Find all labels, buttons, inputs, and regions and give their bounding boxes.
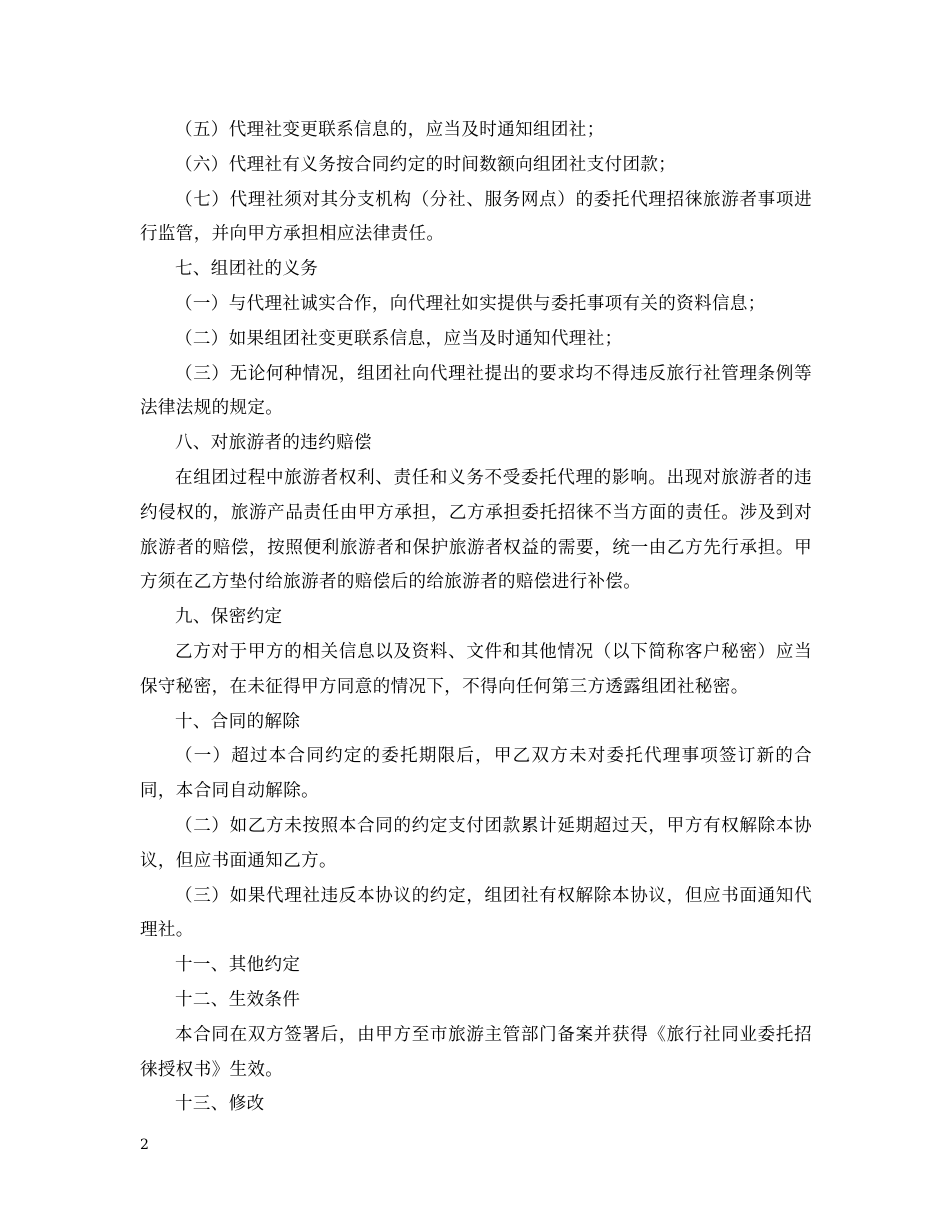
section-heading-13: 十三、修改	[175, 1094, 265, 1115]
section-heading-11: 十一、其他约定	[175, 955, 301, 976]
paragraph-effective-condition: 本合同在双方签署后，由甲方至市旅游主管部门备案并获得《旅行社同业委托招徕授权书》生效。	[140, 1024, 812, 1080]
section-heading-10: 十、合同的解除	[175, 711, 301, 732]
section-heading-12: 十二、生效条件	[175, 989, 301, 1010]
document-body	[140, 113, 812, 1122]
paragraph-organizer-duty-1: （一）与代理社诚实合作，向代理社如实提供与委托事项有关的资料信息；	[175, 293, 766, 314]
paragraph-organizer-duty-2: （二）如果组团社变更联系信息，应当及时通知代理社；	[175, 328, 623, 349]
section-heading-9: 九、保密约定	[175, 607, 283, 628]
paragraph-compensation: 在组团过程中旅游者权利、责任和义务不受委托代理的影响。出现对旅游者的违约侵权的，旅游产品责任由甲方承担，乙方承担委托招徕不当方面的责任。涉及到对旅游者的赔偿，按照便利旅游者和保护旅游者权益的需要，统一由乙方先行承担。甲方须在乙方垫付给旅游者的赔偿后的给旅游者的赔偿进行补偿。	[140, 467, 812, 593]
section-heading-7: 七、组团社的义务	[175, 259, 319, 280]
paragraph-clause-7: （七）代理社须对其分支机构（分社、服务网点）的委托代理招徕旅游者事项进行监管，并向甲方承担相应法律责任。	[140, 189, 812, 245]
paragraph-termination-3: （三）如果代理社违反本协议的约定，组团社有权解除本协议，但应书面通知代理社。	[140, 885, 812, 941]
page-number: 2	[140, 1137, 149, 1153]
paragraph-termination-1: （一）超过本合同约定的委托期限后，甲乙双方未对委托代理事项签订新的合同，本合同自动解除。	[140, 746, 812, 802]
paragraph-confidentiality: 乙方对于甲方的相关信息以及资料、文件和其他情况（以下简称客户秘密）应当保守秘密，在未征得甲方同意的情况下，不得向任何第三方透露组团社秘密。	[140, 641, 812, 697]
paragraph-organizer-duty-3: （三）无论何种情况，组团社向代理社提出的要求均不得违反旅行社管理条例等法律法规的规定。	[140, 363, 812, 419]
paragraph-clause-6: （六）代理社有义务按合同约定的时间数额向组团社支付团款；	[175, 154, 677, 175]
paragraph-termination-2: （二）如乙方未按照本合同的约定支付团款累计延期超过天，甲方有权解除本协议，但应书面通知乙方。	[140, 815, 812, 871]
paragraph-clause-5: （五）代理社变更联系信息的，应当及时通知组团社；	[175, 120, 605, 140]
section-heading-8: 八、对旅游者的违约赔偿	[175, 433, 372, 454]
